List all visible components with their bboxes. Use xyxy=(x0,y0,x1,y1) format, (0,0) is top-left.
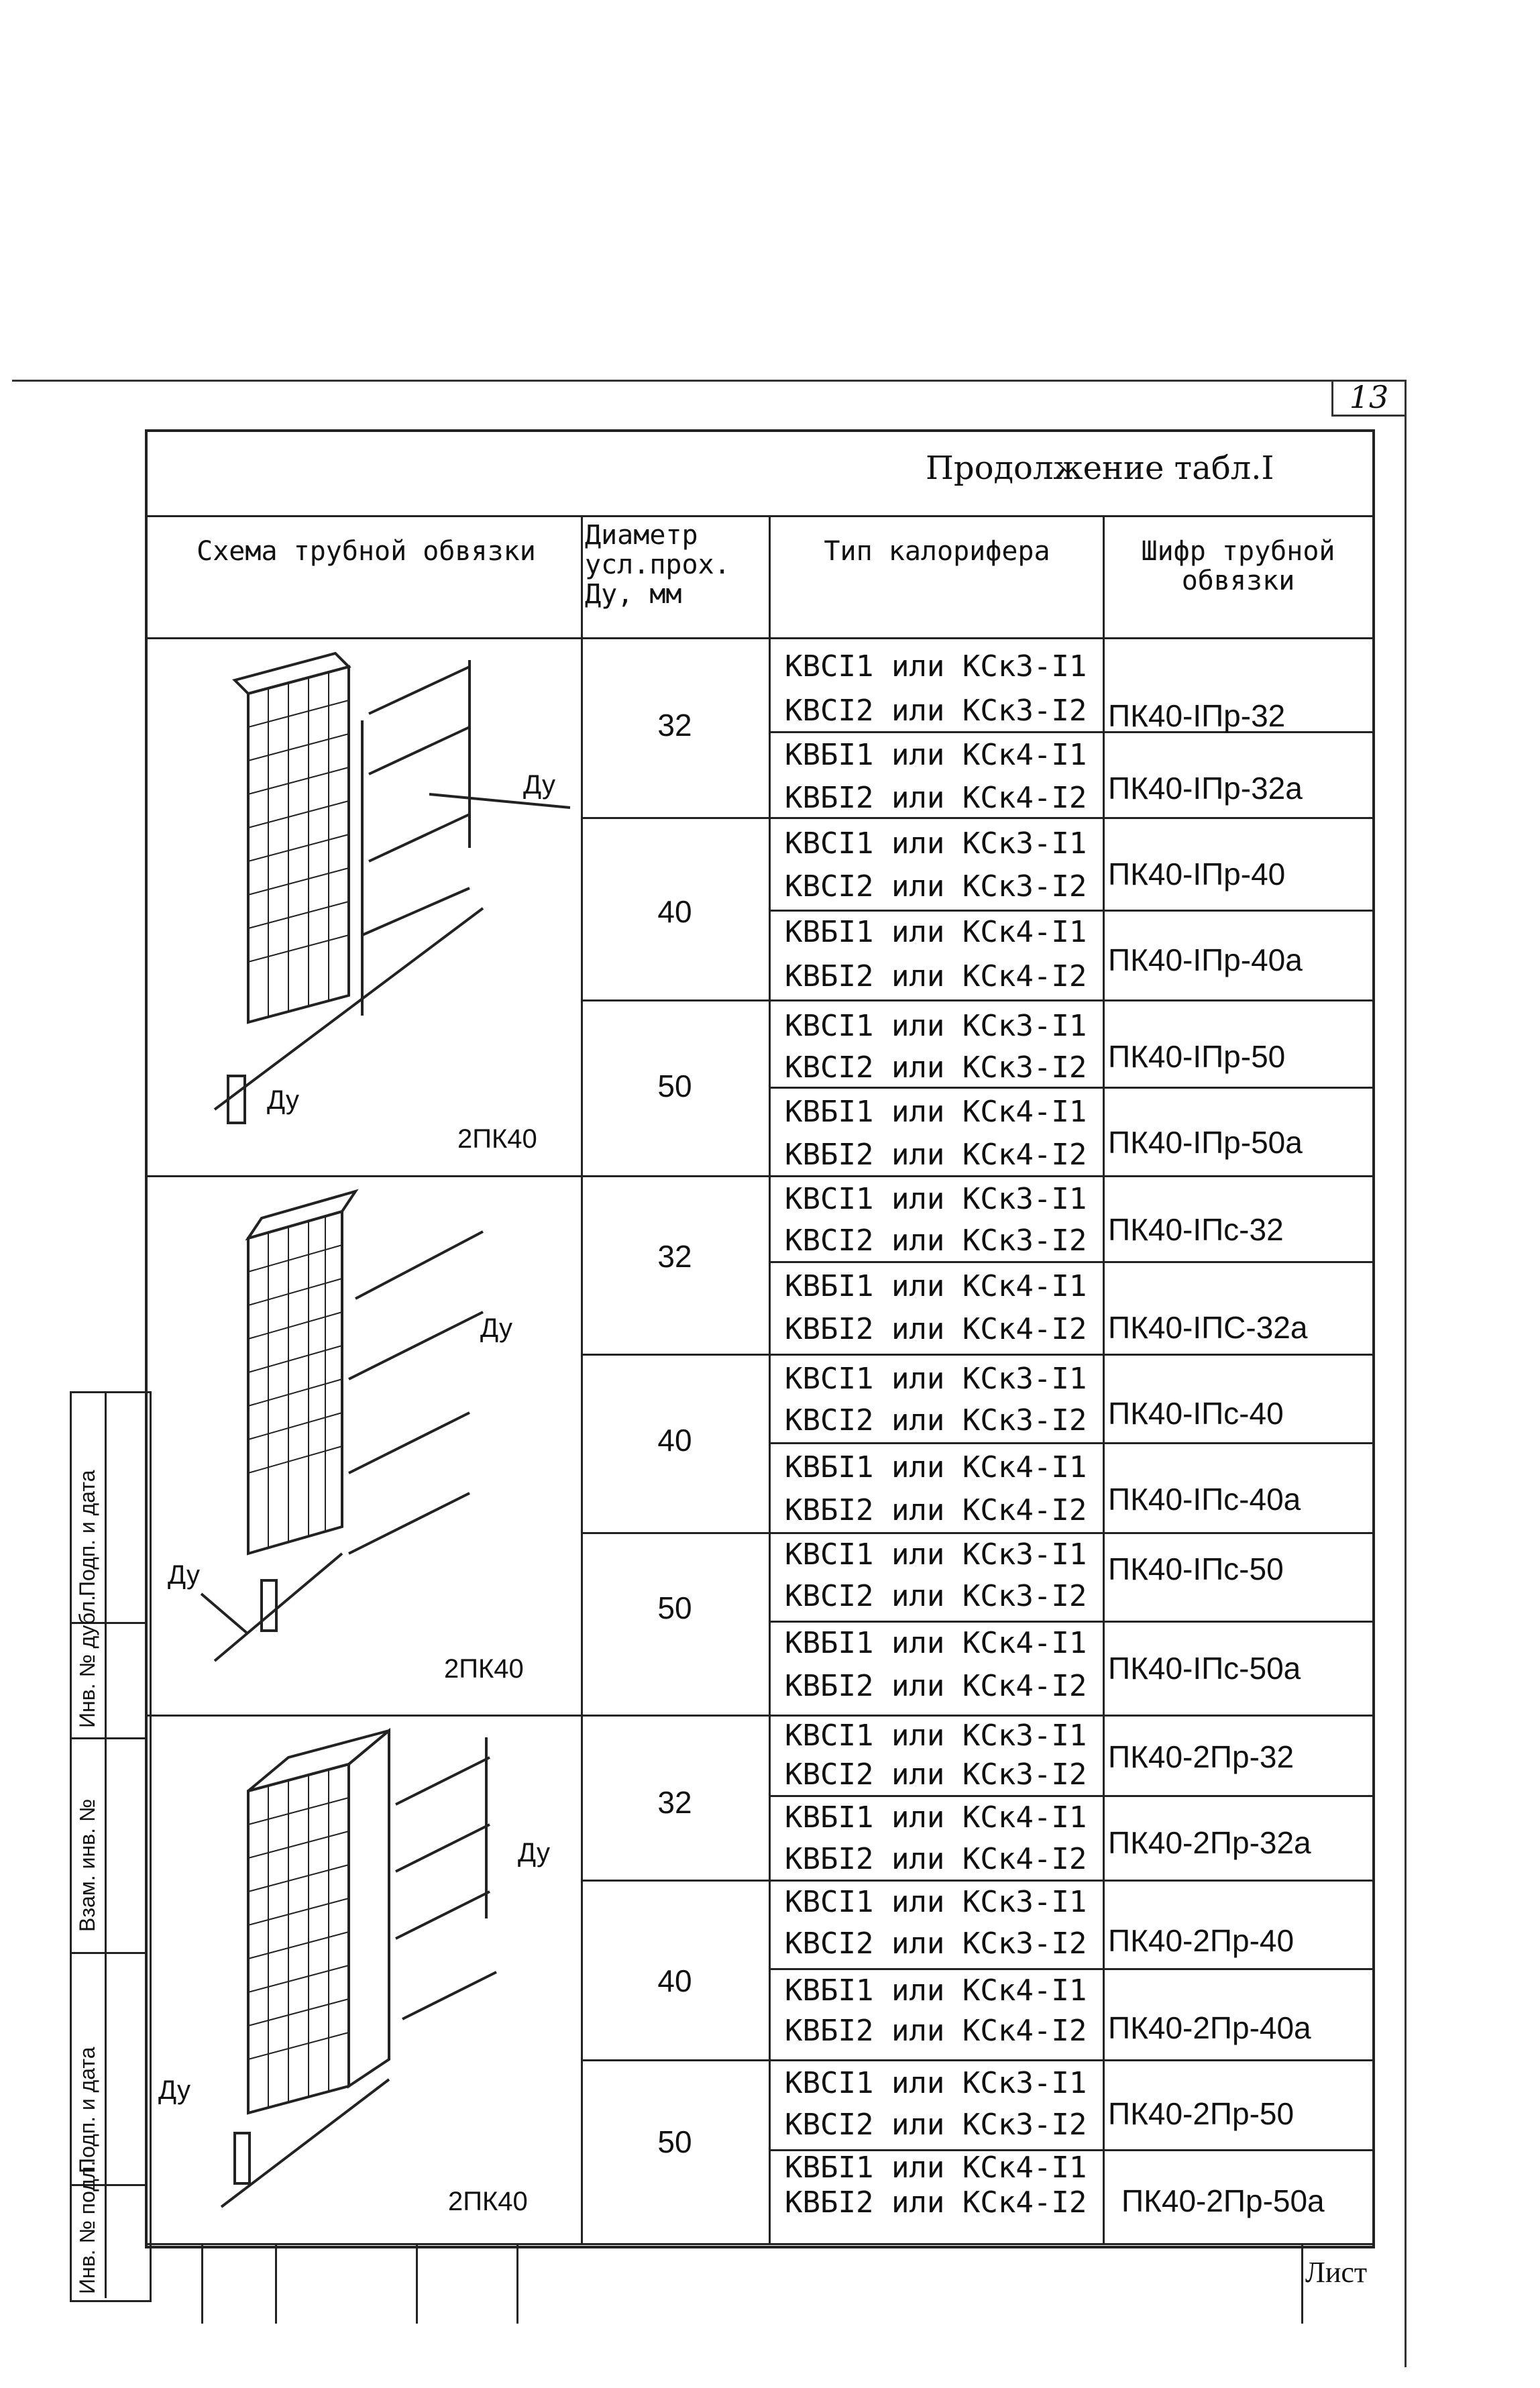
pipe-schema-drawing-1 xyxy=(148,640,580,1174)
header-diameter: Диаметр усл.проx. Ду, мм xyxy=(585,520,730,610)
type-cell: КВБI1 или КСк4-I1 xyxy=(785,2151,1087,2185)
code-cell: ПК40-IПр-40а xyxy=(1108,942,1303,977)
type-cell: КВБI1 или КСк4-I1 xyxy=(785,1450,1087,1484)
type-cell: КВБI2 или КСк4-I2 xyxy=(785,959,1087,993)
type-cell: КВСI1 или КСк3-I1 xyxy=(785,1885,1087,1919)
type-cell: КВБI2 или КСк4-I2 xyxy=(785,1138,1087,1172)
type-cell: КВБI2 или КСк4-I2 xyxy=(785,781,1087,815)
header-bottom-line xyxy=(145,637,1372,639)
type-cell: КВБI2 или КСк4-I2 xyxy=(785,1842,1087,1876)
diameter-cell: 50 xyxy=(657,1069,692,1103)
code-cell: ПК40-IПр-40 xyxy=(1108,857,1286,891)
pipe-schema-drawing-3 xyxy=(148,1717,580,2240)
type-cell: КВСI1 или КСк3-I1 xyxy=(785,1719,1087,1753)
type-cell: КВСI1 или КСк3-I1 xyxy=(785,1182,1087,1216)
du-label: Ду xyxy=(518,1838,550,1867)
pipe-schema-drawing-2 xyxy=(148,1178,580,1712)
code-cell: ПК40-IПс-50а xyxy=(1108,1651,1301,1686)
diameter-cell: 50 xyxy=(657,2124,692,2159)
header-top-line xyxy=(145,515,1372,517)
code-cell: ПК40-IПс-32 xyxy=(1108,1212,1284,1247)
row-line xyxy=(769,1795,1372,1797)
code-cell: ПК40-IПс-40 xyxy=(1108,1396,1284,1431)
stamp-divider xyxy=(105,1391,107,2298)
du-label: Ду xyxy=(168,1560,200,1590)
code-cell: ПК40-2Пр-40 xyxy=(1108,1923,1295,1958)
type-cell: КВСI1 или КСк3-I1 xyxy=(785,1362,1087,1396)
code-cell: ПК40-IПс-50 xyxy=(1108,1552,1284,1586)
code-cell: ПК40-2Пр-32 xyxy=(1108,1739,1295,1774)
schema-label: 2ПК40 xyxy=(448,2187,528,2216)
bottom-strip-cell xyxy=(516,2243,518,2324)
type-cell: КВСI1 или КСк3-I1 xyxy=(785,649,1087,684)
diameter-cell: 32 xyxy=(657,1239,692,1274)
code-cell: ПК40-IПр-32а xyxy=(1108,771,1303,806)
row-line xyxy=(769,1968,1372,1970)
diameter-cell: 32 xyxy=(657,1785,692,1820)
type-cell: КВСI1 или КСк3-I1 xyxy=(785,826,1087,861)
col-line-2 xyxy=(769,515,771,2243)
type-cell: КВБI1 или КСк4-I1 xyxy=(785,1973,1087,2008)
row-line xyxy=(769,910,1372,912)
type-cell: КВБI2 или КСк4-I2 xyxy=(785,1493,1087,1527)
type-cell: КВСI2 или КСк3-I2 xyxy=(785,1926,1087,1961)
stamp-label: Подп. и дата xyxy=(75,2047,99,2173)
code-cell: ПК40-IПр-50а xyxy=(1108,1125,1303,1160)
type-cell: КВБI2 или КСк4-I2 xyxy=(785,2014,1087,2048)
header-type: Тип калорифера xyxy=(824,536,1050,567)
bottom-strip-cell xyxy=(275,2243,277,2324)
bottom-strip-cell xyxy=(201,2243,203,2324)
du-label: Ду xyxy=(158,2075,190,2105)
code-cell: ПК40-2Пр-50а xyxy=(1121,2183,1325,2218)
code-cell: ПК40-2Пр-32а xyxy=(1108,1825,1311,1860)
bottom-strip-cell xyxy=(1301,2243,1303,2324)
type-cell: КВБI1 или КСк4-I1 xyxy=(785,915,1087,949)
type-cell: КВСI2 или КСк3-I2 xyxy=(785,1403,1087,1437)
schema-label: 2ПК40 xyxy=(457,1124,537,1154)
type-cell: КВБI2 или КСк4-I2 xyxy=(785,1312,1087,1346)
section-line-2 xyxy=(145,1715,1372,1717)
row-line xyxy=(769,1621,1372,1623)
schema-label: 2ПК40 xyxy=(444,1654,524,1684)
diameter-cell: 40 xyxy=(657,1963,692,1998)
type-cell: КВБI1 или КСк4-I1 xyxy=(785,738,1087,772)
sheet-number: 13 xyxy=(1331,380,1405,417)
sheet-label: Лист xyxy=(1305,2256,1368,2289)
type-cell: КВСI2 или КСк3-I2 xyxy=(785,1757,1087,1792)
type-cell: КВБI1 или КСк4-I1 xyxy=(785,1269,1087,1303)
type-cell: КВБI1 или КСк4-I1 xyxy=(785,1800,1087,1835)
group-line xyxy=(581,1532,1372,1534)
group-line xyxy=(581,2059,1372,2061)
row-line xyxy=(769,1442,1372,1444)
group-line xyxy=(581,1880,1372,1882)
code-cell: ПК40-IПс-40а xyxy=(1108,1482,1301,1517)
type-cell: КВСI1 или КСк3-I1 xyxy=(785,1009,1087,1043)
type-cell: КВБI2 или КСк4-I2 xyxy=(785,1669,1087,1703)
diameter-cell: 40 xyxy=(657,1423,692,1458)
du-label: Ду xyxy=(267,1085,299,1115)
type-cell: КВБI1 или КСк4-I1 xyxy=(785,1095,1087,1129)
type-cell: КВСI2 или КСк3-I2 xyxy=(785,694,1087,728)
stamp-label: Инв. № подл. xyxy=(75,2160,99,2294)
code-cell: ПК40-2Пр-50 xyxy=(1108,2096,1295,2131)
stamp-label: Инв. № дубл. xyxy=(75,1594,99,1728)
bottom-strip-cell xyxy=(416,2243,418,2324)
type-cell: КВСI2 или КСк3-I2 xyxy=(785,869,1087,904)
type-cell: КВБI1 или КСк4-I1 xyxy=(785,1626,1087,1660)
du-label: Ду xyxy=(523,770,555,800)
type-cell: КВБI2 или КСк4-I2 xyxy=(785,2185,1087,2220)
stamp-label: Взам. инв. № xyxy=(75,1798,99,1932)
diameter-cell: 50 xyxy=(657,1590,692,1625)
group-line xyxy=(581,1354,1372,1356)
stamp-label: Подп. и дата xyxy=(75,1470,99,1596)
stamp-divider xyxy=(70,1952,148,1954)
section-line-1 xyxy=(145,1175,1372,1177)
type-cell: КВСI2 или КСк3-I2 xyxy=(785,1224,1087,1258)
header-code: Шифр трубной обвязки xyxy=(1141,536,1335,596)
table-title: Продолжение табл.I xyxy=(926,449,1274,487)
type-cell: КВСI1 или КСк3-I1 xyxy=(785,1537,1087,1572)
du-label: Ду xyxy=(480,1313,512,1343)
stamp-divider xyxy=(70,1737,148,1739)
code-cell: ПК40-2Пр-40а xyxy=(1108,2010,1311,2045)
code-cell: ПК40-IПС-32а xyxy=(1108,1310,1308,1345)
type-cell: КВСI2 или КСк3-I2 xyxy=(785,1050,1087,1085)
code-cell: ПК40-IПр-50 xyxy=(1108,1039,1286,1074)
type-cell: КВСI2 или КСк3-I2 xyxy=(785,2108,1087,2142)
row-line xyxy=(769,1261,1372,1263)
type-cell: КВСI2 или КСк3-I2 xyxy=(785,1579,1087,1613)
code-cell: ПК40-IПр-32 xyxy=(1108,698,1286,733)
diameter-cell: 40 xyxy=(657,894,692,929)
type-cell: КВСI1 или КСк3-I1 xyxy=(785,2066,1087,2100)
col-line-3 xyxy=(1103,515,1105,2243)
group-line xyxy=(581,999,1372,1001)
header-schema: Схема трубной обвязки xyxy=(197,536,536,567)
bottom-strip-line xyxy=(148,2243,1375,2245)
diameter-cell: 32 xyxy=(657,708,692,743)
